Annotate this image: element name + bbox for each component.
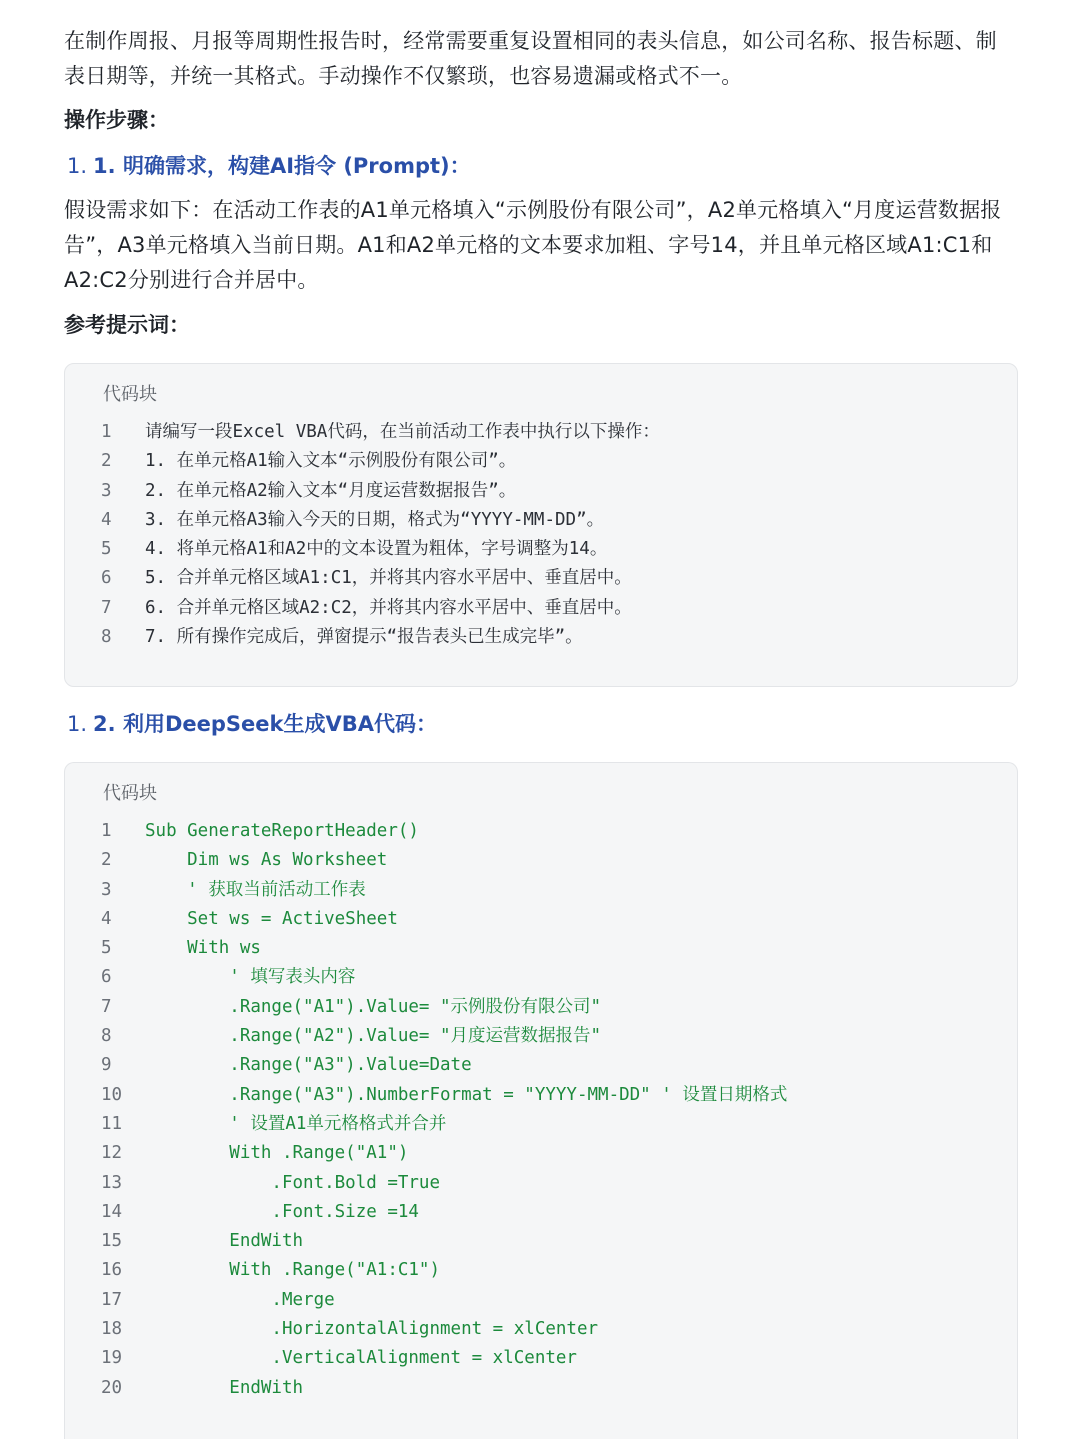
line-number: 12 — [101, 1143, 123, 1164]
line-number: 7 — [101, 996, 112, 1017]
line-number: 1 — [101, 422, 112, 442]
line-text: 3. 在单元格A3输入今天的日期，格式为“YYYY-MM-DD”。 — [145, 509, 605, 530]
line-number: 2 — [101, 850, 112, 871]
vba-line — [65, 1139, 1017, 1168]
prompt-code-block — [64, 363, 1018, 687]
requirement-paragraph: 假设需求如下：在活动工作表的A1单元格填入“示例股份有限公司”，A2单元格填入“月度运营数据报告”，A3单元格填入当前日期。A1和A2单元格的文本要求加粗、字号14，并且单元格区域A1:C1和A2:C2分别进行合并居中。 — [64, 198, 1002, 292]
line-number: 17 — [101, 1289, 123, 1310]
line-number: 8 — [101, 1026, 112, 1047]
vba-line — [65, 993, 1017, 1022]
prompt-code-lines — [65, 418, 1017, 652]
line-number: 16 — [101, 1260, 123, 1281]
vba-line — [65, 1169, 1017, 1198]
step-1-heading — [64, 151, 471, 181]
line-text: .Merge — [145, 1289, 335, 1310]
vba-line — [65, 1051, 1017, 1080]
prompt-line — [65, 477, 1017, 506]
line-number: 1 — [101, 821, 112, 841]
vba-code-lines — [65, 817, 1017, 1403]
step-1-title: 1. 明确需求，构建AI指令 (Prompt)： — [93, 154, 471, 178]
vba-line — [65, 1022, 1017, 1051]
vba-code-block — [64, 762, 1018, 1439]
line-text: .Font.Bold =True — [145, 1172, 441, 1193]
prompt-line — [65, 594, 1017, 623]
line-number: 3 — [101, 879, 112, 900]
line-number: 8 — [101, 627, 112, 648]
line-text: With ws — [145, 938, 261, 959]
prompt-line — [65, 623, 1017, 652]
line-text: Set ws = ActiveSheet — [145, 908, 398, 929]
vba-line — [65, 846, 1017, 875]
line-number: 19 — [101, 1348, 123, 1369]
line-text: 6. 合并单元格区域A2:C2，并将其内容水平居中、垂直居中。 — [145, 597, 632, 618]
intro-paragraph: 在制作周报、月报等周期性报告时，经常需要重复设置相同的表头信息，如公司名称、报告标题、制表日期等，并统一其格式。手动操作不仅繁琐，也容易遗漏或格式不一。 — [64, 29, 997, 88]
prompt-line — [65, 564, 1017, 593]
line-text: .Range("A1").Value= "示例股份有限公司" — [145, 996, 602, 1017]
step-1-number: 1. — [67, 154, 88, 178]
step-2-number: 1. — [67, 712, 88, 736]
vba-line — [65, 1256, 1017, 1285]
line-text: .VerticalAlignment = xlCenter — [145, 1348, 577, 1369]
vba-line — [65, 1286, 1017, 1315]
vba-line — [65, 1315, 1017, 1344]
prompt-line — [65, 506, 1017, 535]
line-text: 请编写一段Excel VBA代码，在当前活动工作表中执行以下操作： — [145, 422, 660, 442]
line-text: .Font.Size =14 — [145, 1201, 419, 1222]
vba-line — [65, 1374, 1017, 1403]
line-text: .HorizontalAlignment = xlCenter — [145, 1319, 599, 1340]
prompt-code-block-label: 代码块 — [103, 384, 157, 405]
vba-line — [65, 905, 1017, 934]
prompt-line — [65, 535, 1017, 564]
line-number: 20 — [101, 1377, 123, 1398]
line-text: Sub GenerateReportHeader() — [145, 821, 419, 841]
line-text: EndWith — [145, 1231, 304, 1252]
line-text: With .Range("A1:C1") — [145, 1260, 441, 1281]
line-text: ' 获取当前活动工作表 — [145, 879, 366, 900]
line-text: .Range("A3").NumberFormat = "YYYY-MM-DD" ' 设置日期格式 — [145, 1084, 788, 1105]
line-number: 7 — [101, 597, 112, 618]
vba-line — [65, 1081, 1017, 1110]
vba-line — [65, 934, 1017, 963]
line-text: 4. 将单元格A1和A2中的文本设置为粗体，字号调整为14。 — [145, 539, 608, 560]
line-number: 13 — [101, 1172, 123, 1193]
line-text: With .Range("A1") — [145, 1143, 409, 1164]
step-2-title: 2. 利用DeepSeek生成VBA代码： — [93, 712, 437, 736]
step-2-heading — [64, 709, 437, 739]
vba-line — [65, 1198, 1017, 1227]
line-number: 4 — [101, 509, 112, 530]
line-text: 2. 在单元格A2输入文本“月度运营数据报告”。 — [145, 480, 517, 501]
prompt-label: 参考提示词： — [64, 313, 190, 337]
line-number: 3 — [101, 480, 112, 501]
line-number: 5 — [101, 938, 112, 959]
line-text: 7. 所有操作完成后，弹窗提示“报告表头已生成完毕”。 — [145, 627, 583, 648]
line-text: ' 填写表头内容 — [145, 967, 356, 988]
line-number: 5 — [101, 539, 112, 560]
line-number: 6 — [101, 967, 112, 988]
line-number: 14 — [101, 1201, 123, 1222]
vba-line — [65, 1227, 1017, 1256]
vba-line — [65, 876, 1017, 905]
vba-line — [65, 817, 1017, 846]
line-text: 1. 在单元格A1输入文本“示例股份有限公司”。 — [145, 451, 517, 472]
vba-line — [65, 1344, 1017, 1373]
prompt-line — [65, 418, 1017, 447]
line-number: 18 — [101, 1319, 123, 1340]
line-text: ' 设置A1单元格格式并合并 — [145, 1113, 447, 1134]
line-number: 10 — [101, 1084, 123, 1105]
line-number: 15 — [101, 1231, 123, 1252]
line-number: 11 — [101, 1113, 123, 1134]
vba-code-block-label: 代码块 — [103, 783, 157, 804]
line-text: .Range("A2").Value= "月度运营数据报告" — [145, 1026, 602, 1047]
vba-line — [65, 1110, 1017, 1139]
line-text: EndWith — [145, 1377, 304, 1398]
line-number: 9 — [101, 1055, 112, 1076]
line-number: 6 — [101, 568, 112, 589]
prompt-line — [65, 447, 1017, 476]
steps-label: 操作步骤： — [64, 108, 169, 132]
line-number: 4 — [101, 908, 112, 929]
vba-line — [65, 963, 1017, 992]
line-text: .Range("A3").Value=Date — [145, 1055, 472, 1076]
line-text: 5. 合并单元格区域A1:C1，并将其内容水平居中、垂直居中。 — [145, 568, 632, 589]
line-number: 2 — [101, 451, 112, 472]
line-text: Dim ws As Worksheet — [145, 850, 388, 871]
